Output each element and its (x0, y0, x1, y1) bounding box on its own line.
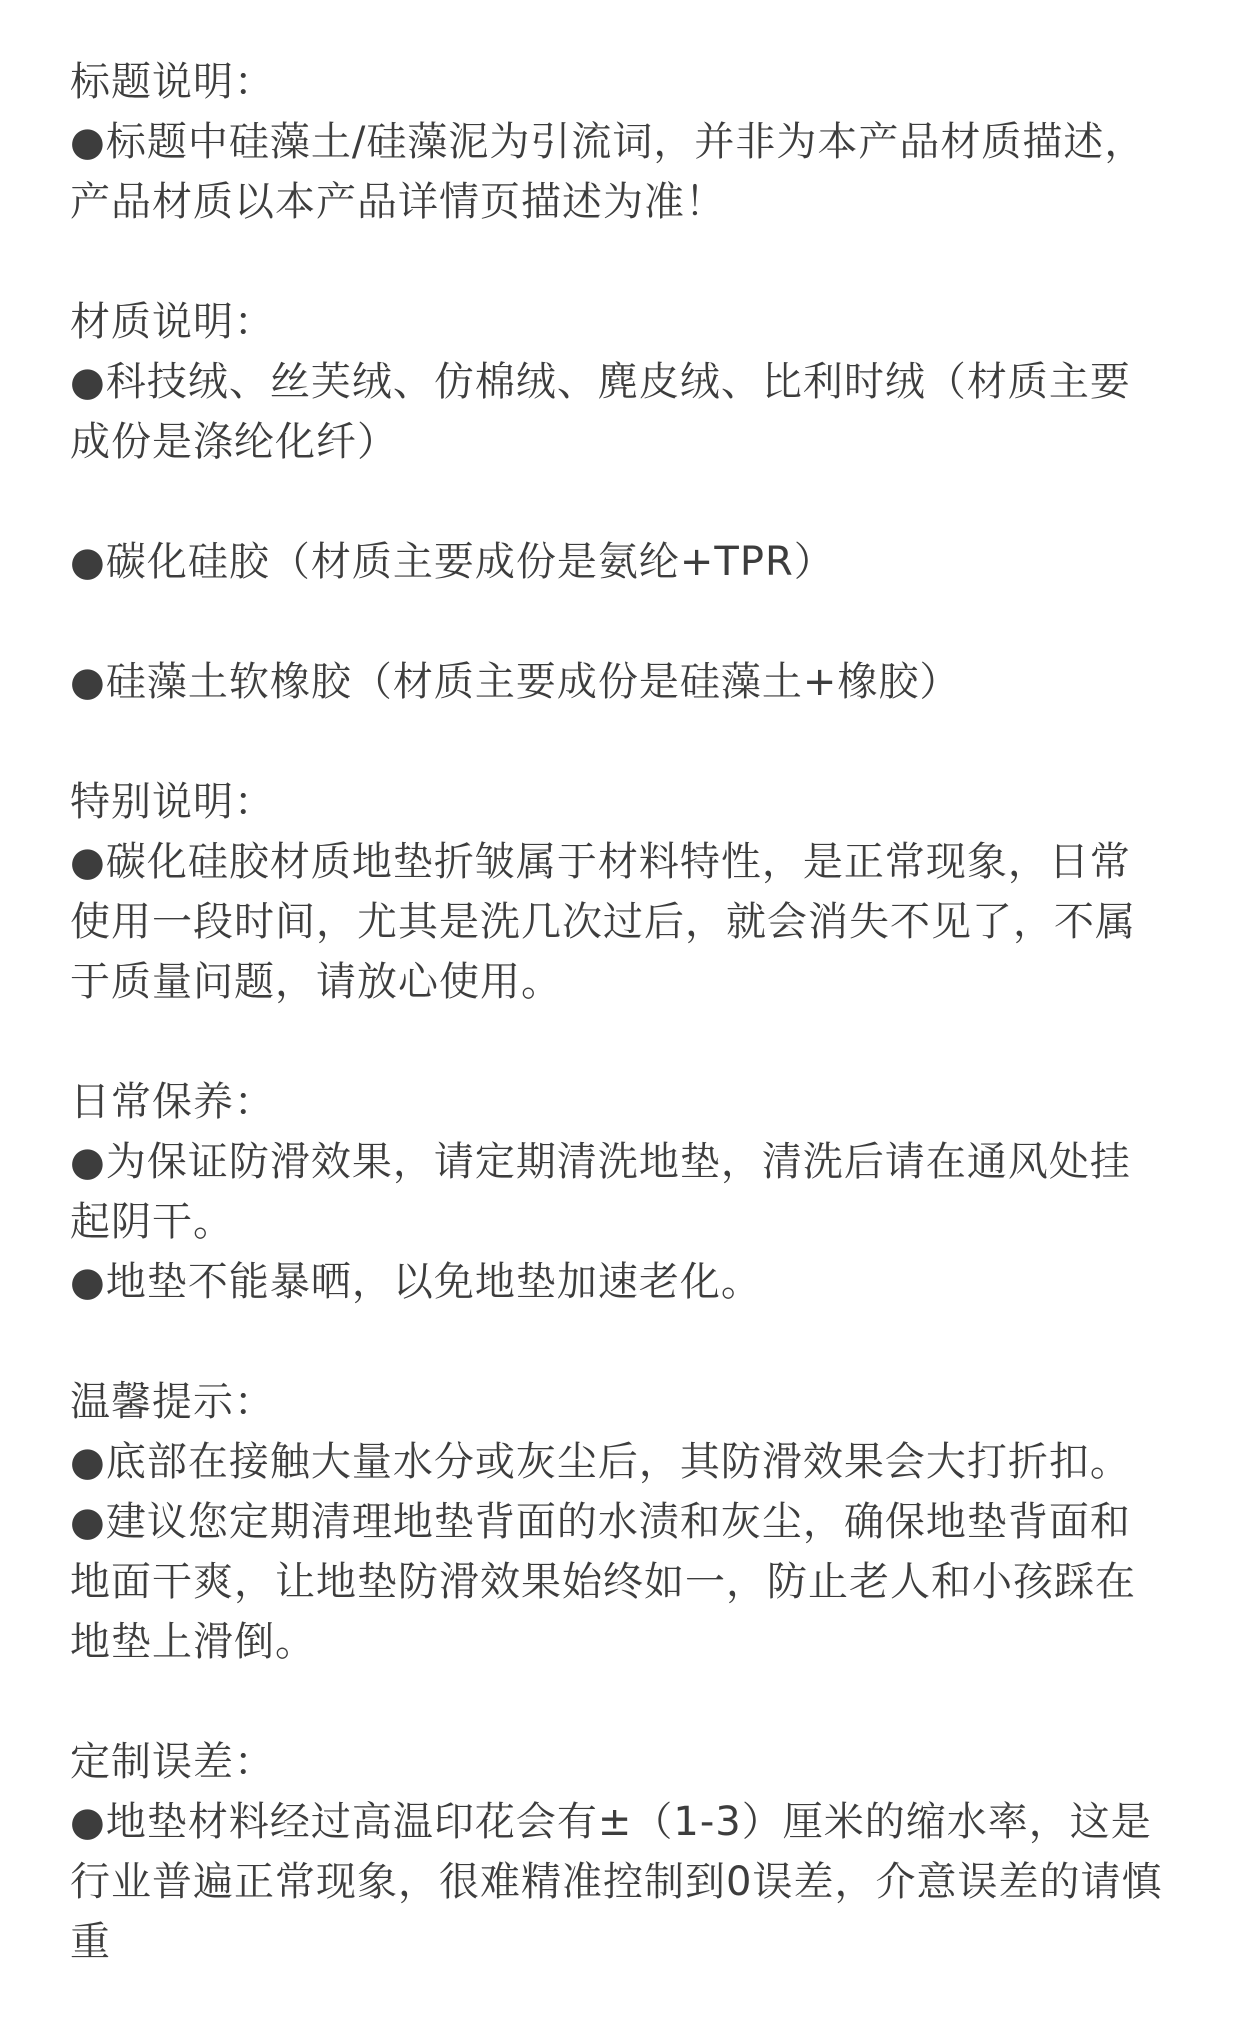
paragraph: ●碳化硅胶材质地垫折皱属于材料特性，是正常现象，日常使用一段时间，尤其是洗几次过后，就会消失不见了，不属于质量问题，请放心使用。 (70, 839, 1136, 1005)
title-note-section (70, 52, 1170, 232)
paragraph: ●底部在接触大量水分或灰尘后，其防滑效果会大打折扣。 (70, 1439, 1131, 1485)
product-notes-document (70, 52, 1170, 2032)
daily-care-section (70, 1072, 1170, 1312)
paragraph: ●硅藻土软橡胶（材质主要成份是硅藻土+橡胶） (70, 659, 961, 705)
section-heading: 标题说明： (70, 59, 275, 105)
section-heading: 温馨提示： (70, 1379, 275, 1425)
material-note-section (70, 292, 1170, 712)
special-note-section (70, 772, 1170, 1012)
paragraph: ●碳化硅胶（材质主要成份是氨纶+TPR） (70, 539, 835, 585)
paragraph: ●标题中硅藻土/硅藻泥为引流词，并非为本产品材质描述，产品材质以本产品详情页描述为准！ (70, 119, 1146, 225)
paragraph: ●地垫不能暴晒，以免地垫加速老化。 (70, 1259, 762, 1305)
section-heading: 日常保养： (70, 1079, 275, 1125)
section-heading: 特别说明： (70, 779, 275, 825)
paragraph: ●地垫材料经过高温印花会有±（1-3）厘米的缩水率，这是行业普遍正常现象，很难精准控制到0误差，介意误差的请慎重 (70, 1799, 1163, 1965)
section-heading: 材质说明： (70, 299, 275, 345)
custom-tolerance-section (70, 1732, 1170, 1972)
paragraph: ●科技绒、丝芙绒、仿棉绒、麂皮绒、比利时绒（材质主要成份是涤纶化纤） (70, 359, 1131, 465)
section-heading: 定制误差： (70, 1739, 275, 1785)
tips-section (70, 1372, 1170, 1672)
paragraph: ●建议您定期清理地垫背面的水渍和灰尘，确保地垫背面和地面干爽，让地垫防滑效果始终如一，防止老人和小孩踩在地垫上滑倒。 (70, 1499, 1136, 1665)
paragraph: ●为保证防滑效果，请定期清洗地垫，清洗后请在通风处挂起阴干。 (70, 1139, 1131, 1245)
